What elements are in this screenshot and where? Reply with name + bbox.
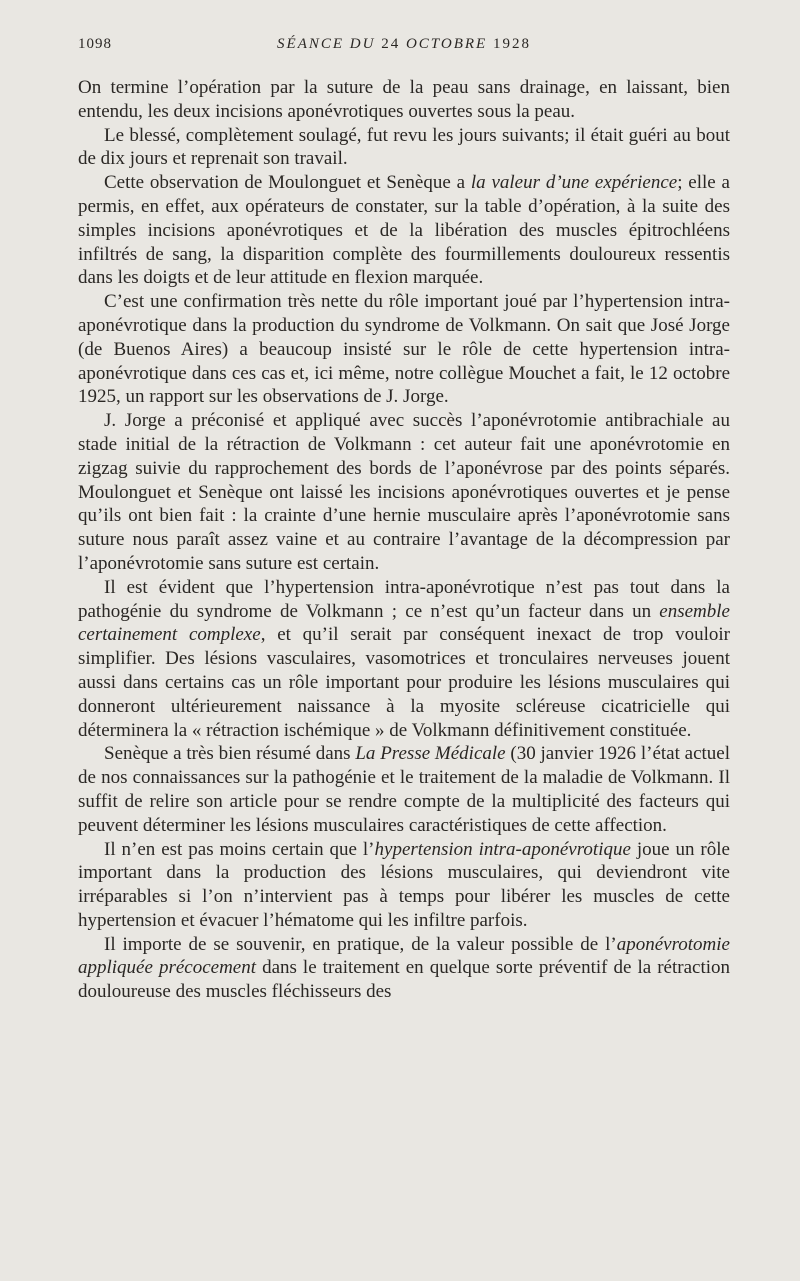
text-body xyxy=(78,76,730,1004)
paragraph xyxy=(78,76,730,124)
text-segment: joue un rôle important dans la production des lésions musculaires, qui deviendront vite irréparables si l’on n’intervient pas à temps pour libérer les muscles de cette hypertension et évacuer l’hématome qui les infiltre parfois. xyxy=(78,838,730,931)
paragraph xyxy=(78,171,730,290)
text-segment: Senèque a très bien résumé dans xyxy=(104,743,356,765)
text-segment: dans le traitement en quelque sorte préventif de la rétraction douloureuse des muscles fléchisseurs des xyxy=(78,957,730,1003)
paragraph xyxy=(78,124,730,172)
paragraph xyxy=(78,933,730,1004)
paragraph xyxy=(78,576,730,743)
text-segment: Il n’en est pas moins certain que l’ xyxy=(104,838,375,860)
text-segment: Cette observation de Moulonguet et Senèque a xyxy=(104,172,471,194)
text-segment: Il est évident que l’hypertension intra-aponévrotique n’est pas tout dans la pathogénie du syndrome de Volkmann ; ce n’est qu’un facteur dans un xyxy=(78,576,730,622)
paragraph xyxy=(78,290,730,409)
paragraph xyxy=(78,409,730,576)
text-segment: C’est une confirmation très nette du rôle important joué par l’hypertension intra-aponévrotique dans la production du syndrome de Volkmann. On sait que José Jorge (de Buenos Aires) a beaucoup insisté sur le rôle de cette hypertension intra-aponévrotique dans ces cas et, ici même, notre collègue Mouchet a fait, le 12 octobre 1925, un rapport sur les observations de J. Jorge. xyxy=(78,291,730,408)
italic-text: La Presse Médicale xyxy=(355,743,506,765)
italic-text: ensemble certainement complexe xyxy=(78,600,730,646)
paragraph xyxy=(78,838,730,933)
italic-text: aponévrotomie appliquée précocement xyxy=(78,933,730,979)
page-number: 1098 xyxy=(78,36,112,52)
text-segment: ; elle a permis, en effet, aux opérateurs de constater, sur la table d’opération, à la suite des simples incisions aponévrotiques et de la libération des muscles épitrochléens infiltrés de sang, la disparition complète des fourmillements douloureux ressentis dans les doigts et de leur attitude en flexion marquée. xyxy=(78,172,730,289)
italic-text: hypertension intra-aponévrotique xyxy=(374,838,631,860)
text-segment: , et qu’il serait par conséquent inexact de trop vouloir simplifier. Des lésions vasculaires, vasomotrices et tronculaires nerveuses jouent aussi dans certains cas un rôle important pour produire les lésions musculaires qui donneront ultérieurement naissance à la myosite scléreuse cicatricielle qui déterminera la « rétraction ischémique » de Volkmann définitivement constituée. xyxy=(78,624,730,741)
text-segment: (30 janvier 1926 l’état actuel de nos connaissances sur la pathogénie et le traitement de la maladie de Volkmann. Il suffit de relire son article pour se rendre compte de la multiplicité des facteurs qui peuvent déterminer les lésions musculaires caractéristiques de cette affection. xyxy=(78,743,731,836)
italic-text: la valeur d’une expérience xyxy=(470,172,678,194)
running-title: SÉANCE DU 24 OCTOBRE 1928 xyxy=(277,36,531,52)
text-segment: On termine l’opération par la suture de la peau sans drainage, en laissant, bien entendu, les deux incisions aponévrotiques ouvertes sous la peau. xyxy=(78,77,730,122)
running-header xyxy=(78,36,730,64)
text-segment: J. Jorge a préconisé et appliqué avec succès l’aponévrotomie antibrachiale au stade initial de la rétraction de Volkmann : cet auteur fait une aponévrotomie en zigzag suivie du rapprochement des bords de l’aponévrose par des points séparés. Moulonguet et Senèque ont laissé les incisions aponévrotiques ouvertes et je pense qu’ils ont bien fait : la crainte d’une hernie musculaire après l’aponévrotomie sans suture nous paraît assez vaine et au contraire l’avantage de la décompression par l’aponévrotomie sans suture est certain. xyxy=(78,410,730,574)
text-segment: Le blessé, complètement soulagé, fut revu les jours suivants; il était guéri au bout de dix jours et reprenait son travail. xyxy=(78,124,730,170)
paragraph xyxy=(78,742,730,837)
text-segment: Il importe de se souvenir, en pratique, de la valeur possible de l’ xyxy=(104,933,617,955)
